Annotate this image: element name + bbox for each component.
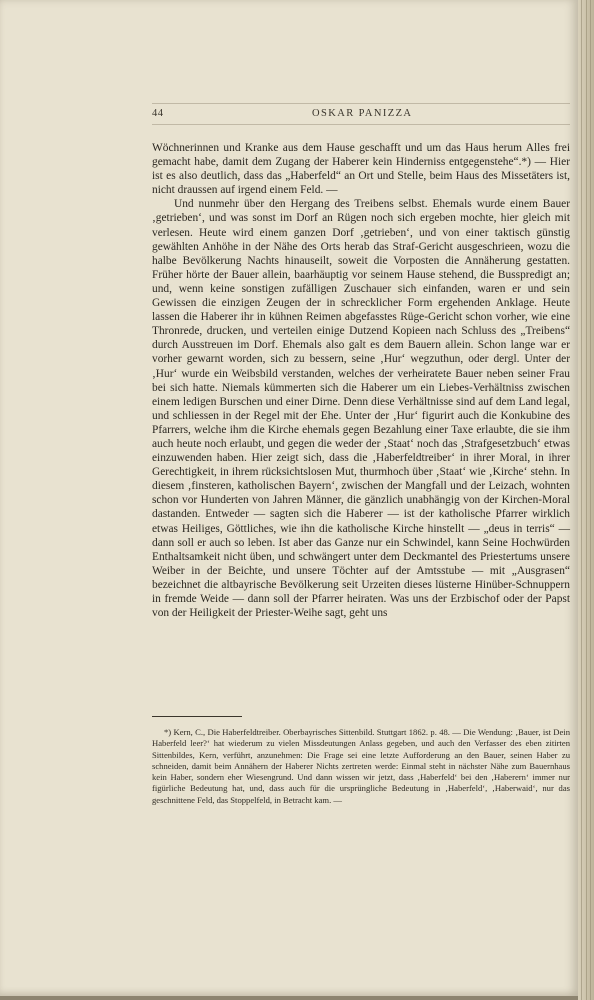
footnote-rule — [152, 716, 242, 717]
footnote-text: *) Kern, C., Die Haberfeldtreiber. Oberbayrisches Sittenbild. Stuttgart 1862. p. 48. — Die Wendung: ‚Bauer, ist Dein Haberfeld leer?‘ hat wiederum zu vielen Missdeutungen Anlass gegeben, und auch den Verfasser des eben zitirten Sittenbildes, Kern, verführt, anzunehmen: Die Frage sei eine letzte Aufforderung an den Bauer, seinen Haber zu schneiden, damit beim Annähern der Haberer Nichts zertreten werde: Einmal steht in nächster Nähe zum Bauernhaus kein Haber, sondern eher Wiesengrund. Und dann wissen wir jetzt, dass ‚Haberfeld‘ bei den ‚Haberern‘ immer nur figürliche Bedeutung hat, und, dass auch für die ursprüngliche Bedeutung in ‚Haberfeld‘, ‚Haberwaid‘, nur das geschnittene Feld, das Stoppelfeld, in Betracht kam. — — [152, 727, 570, 805]
header-top-rule — [152, 103, 570, 104]
main-text — [152, 141, 570, 620]
page-edge-line — [590, 0, 591, 1000]
page-edge-line — [581, 0, 582, 1000]
header-bottom-rule — [152, 124, 570, 125]
paragraph: Und nunmehr über den Hergang des Treibens selbst. Ehemals wurde einem Bauer ‚getrieben‘, und was sonst im Dorf an Rügen noch sich ergeben mochte, hier gleich mit verlesen. Heute wird einem ganzen Dorf ‚getrieben‘, und von einer taktisch günstig gewählten Anhöhe in der Nähe des Orts herab das Straf-Gericht ausgeschrieen, wozu die halbe Bevölkerung Nachts hinauseilt, soweit die Vorposten die Annäherung gestatten. Früher hörte der Bauer allein, baarhäuptig vor seinem Hause stehend, die Busspredigt an; und, wenn keine sonstigen zufälligen Zuschauer sich einfanden, waren er und sein Gewissen die einzigen Zeugen der in schrecklicher Form ergehenden Anklage. Heute lassen die Haberer ihr in kühnen Reimen abgefasstes Rüge-Gericht schon vorher, wie eine Thronrede, drucken, und verteilen einige Dutzend Kopieen nach Schluss des „Treibens“ durch Ausstreuen im Dorf. Ehemals also galt es dem Bauern allein. Schon lange war er vorher gewarnt worden, sich zu bessern, seine ‚Hur‘ wegzuthun, oder dergl. Unter der ‚Hur‘ wurde ein Weibsbild verstanden, welches der verheiratete Bauer neben seiner Frau bei sich hatte. Niemals kümmerten sich die Haberer um ein Liebes-Verhältniss zwischen einem ledigen Burschen und einer Dirne. Denn diese Verhältnisse sind auf dem Land legal, und schliessen in der Regel mit der Ehe. Unter der ‚Hur‘ figurirt auch die Konkubine des Pfarrers, welche ihm die Kirche ehemals gegen Bezahlung einer Taxe erlaubte, die sie ihm auch heute noch erlaubt, und gegen die weder der ‚Staat‘ noch das ‚Strafgesetzbuch‘ etwas einzuwenden haben. Hier zeigt sich, dass die ‚Haberfeldtreiber‘ in ihrer Moral, in ihrer Gerechtigkeit, in ihrem rücksichtslosen Mut, thurmhoch über ‚Staat‘ wie ‚Kirche‘ stehn. In diesem ‚finsteren, katholischen Bayern‘, zwischen der Mangfall und der Leizach, wohnten schon vor Hunderten von Jahren Männer, die gänzlich unabhängig von der Kirchen-Moral dastanden. Entweder — sagten sich die Haberer — ist der katholische Pfarrer wirklich etwas Heiliges, Göttliches, wie ihn die katholische Kirche hinstellt — „deus in terris“ — dann soll er auch so leben. Ist aber das Ganze nur ein Schwindel, kann Seine Hochwürden Enthaltsamkeit nicht üben, und schwängert unter dem Deckmantel des Priestertums unsere Weiber in der Beichte, und unsere Töchter auf der Amtsstube — mit „Ausgrasen“ bezeichnet die altbayrische Bevölkerung seit Urzeiten dieses lüsterne Hinüber-Schnuppern in fremde Weide — dann soll der Pfarrer heiraten. Was uns der Erzbischof oder der Papst von der Heiligkeit der Priester-Weihe sagt, geht uns — [152, 198, 570, 620]
page-number: 44 — [152, 108, 164, 119]
running-head: OSKAR PANIZZA — [312, 108, 413, 119]
paragraph: Wöchnerinnen und Kranke aus dem Hause geschafft und um das Haus herum Alles frei gemacht habe, damit dem Zugang der Haberer kein Hinderniss entgegenstehe“.*) — Hier ist es also deutlich, dass das „Haberfeld“ an Ort und Stelle, beim Haus des Missetäters ist, nicht draussen auf irgend einem Feld. — — [152, 142, 570, 197]
page-edge — [578, 0, 594, 1000]
page-header — [152, 108, 570, 124]
page-edge-line — [586, 0, 587, 1000]
footnote — [152, 727, 570, 806]
